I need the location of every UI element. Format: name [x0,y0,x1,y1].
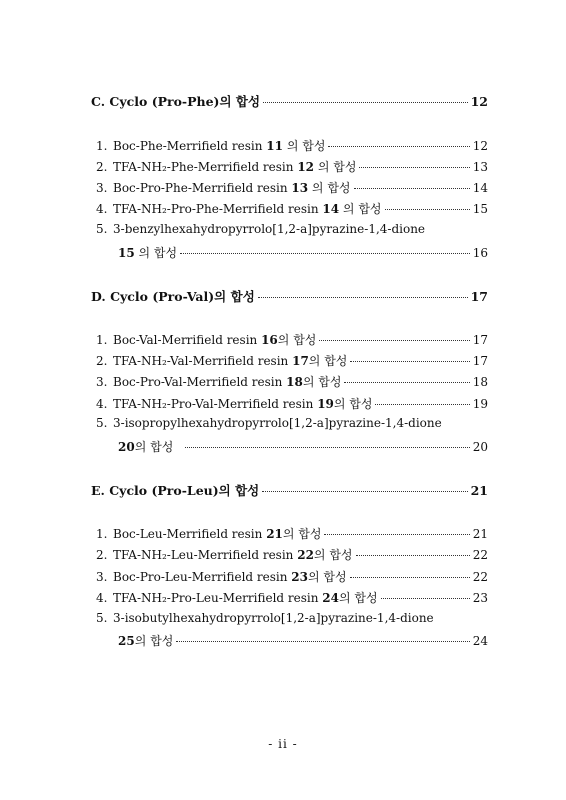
entry-title: TFA-NH₂-Pro-Phe-Merrifield resin 14 의 합성 [113,202,382,216]
toc-entry[interactable] [96,158,488,175]
page-number: 22 [472,570,488,584]
page-number: 15 [472,202,488,216]
leader-dots [344,381,469,383]
compound-number: 19 [317,397,334,411]
entry-title: Boc-Phe-Merrifield resin 11 의 합성 [113,139,326,153]
entry-number: 1. [96,139,108,153]
page-number: 16 [472,246,488,260]
leader-dots [356,554,470,556]
entry-title-continued: 15 의 합성 [118,246,178,260]
compound-number: 18 [286,375,303,389]
entry-title: TFA-NH₂-Pro-Leu-Merrifield resin 24의 합성 [113,591,378,605]
entry-number: 5. [96,611,108,625]
compound-number: 24 [322,591,339,605]
compound-number: 25 [118,634,135,648]
toc-entry-line2[interactable] [118,632,488,649]
toc-entry[interactable] [96,200,488,217]
page-number: 17 [472,354,488,368]
toc-entry[interactable] [96,331,488,348]
entry-number: 4. [96,397,108,411]
page-number: 18 [472,375,488,389]
entry-title: TFA-NH₂-Val-Merrifield resin 17의 합성 [113,354,348,368]
leader-dots [258,296,468,298]
entry-title: TFA-NH₂-Phe-Merrifield resin 12 의 합성 [113,160,357,174]
toc-entry[interactable] [96,589,488,606]
leader-dots [185,446,469,448]
toc-entry[interactable] [96,568,488,585]
compound-number: 22 [297,548,314,562]
compound-number: 14 [322,202,340,216]
leader-dots [385,208,470,210]
leader-dots [319,339,469,341]
toc-entry[interactable] [96,395,488,412]
toc-entry-line2[interactable] [118,438,488,455]
leader-dots [375,403,469,405]
page-number: 21 [472,527,488,541]
entry-number: 5. [96,222,108,236]
toc-entry[interactable] [96,352,488,369]
page-number: 20 [472,440,488,454]
entry-title-continued: 25의 합성 [118,634,174,648]
page-number: 19 [472,397,488,411]
compound-number: 17 [292,354,309,368]
compound-number: 16 [261,333,278,347]
compound-number: 23 [291,570,308,584]
toc-entry[interactable] [96,179,488,196]
entry-title-continued: 20의 합성 [118,440,174,454]
page-footer-number: - ii - [268,737,298,751]
compound-number: 21 [266,527,283,541]
entry-title: TFA-NH₂-Pro-Val-Merrifield resin 19의 합성 [113,397,373,411]
leader-dots [354,187,470,189]
toc-entry-line1[interactable] [96,222,488,236]
entry-title: Boc-Leu-Merrifield resin 21의 합성 [113,527,322,541]
entry-number: 1. [96,527,108,541]
leader-dots [176,640,469,642]
toc-entry[interactable] [96,546,488,563]
compound-number: 11 [266,139,283,153]
toc-entry-line2[interactable] [118,244,488,261]
page-number: 12 [470,94,488,109]
toc-section-heading[interactable] [91,287,488,305]
leader-dots [324,533,469,535]
toc-entry-line1[interactable] [96,611,488,625]
section-title: D. Cyclo (Pro-Val)의 합성 [91,289,255,304]
leader-dots [262,490,467,492]
toc-entry[interactable] [96,373,488,390]
entry-title: 3-isobutylhexahydropyrrolo[1,2-a]pyrazine-1,4-dione [113,611,434,625]
entry-number: 2. [96,548,108,562]
entry-number: 2. [96,160,108,174]
page-number: 17 [472,333,488,347]
leader-dots [180,252,470,254]
page-number: 21 [470,483,488,498]
entry-number: 4. [96,202,108,216]
page-number: 17 [470,289,488,304]
toc-entry[interactable] [96,137,488,154]
leader-dots [381,597,470,599]
toc-entry[interactable] [96,525,488,542]
page-number: 24 [472,634,488,648]
compound-number: 15 [118,246,135,260]
toc-section-heading[interactable] [91,481,488,499]
entry-title: TFA-NH₂-Leu-Merrifield resin 22의 합성 [113,548,353,562]
entry-title: 3-isopropylhexahydropyrrolo[1,2-a]pyrazine-1,4-dione [113,416,442,430]
toc-section-heading[interactable] [91,92,488,110]
entry-title: Boc-Pro-Val-Merrifield resin 18의 합성 [113,375,342,389]
entry-title: Boc-Val-Merrifield resin 16의 합성 [113,333,317,347]
entry-number: 3. [96,570,108,584]
page-number: 12 [472,139,488,153]
entry-title: Boc-Pro-Leu-Merrifield resin 23의 합성 [113,570,347,584]
page-number: 14 [472,181,488,195]
entry-number: 3. [96,181,108,195]
leader-dots [328,145,469,147]
entry-number: 4. [96,591,108,605]
section-title: E. Cyclo (Pro-Leu)의 합성 [91,483,260,498]
entry-title: 3-benzylhexahydropyrrolo[1,2-a]pyrazine-1,4-dione [113,222,426,236]
entry-number: 2. [96,354,108,368]
page-number: 22 [472,548,488,562]
entry-title: Boc-Pro-Phe-Merrifield resin 13 의 합성 [113,181,351,195]
entry-number: 1. [96,333,108,347]
page-number: 13 [472,160,488,174]
leader-dots [263,101,468,103]
leader-dots [350,360,469,362]
compound-number: 12 [297,160,315,174]
leader-dots [359,166,469,168]
toc-entry-line1[interactable] [96,416,488,430]
section-title: C. Cyclo (Pro-Phe)의 합성 [91,94,261,109]
page-number: 23 [472,591,488,605]
compound-number: 20 [118,440,135,454]
entry-number: 3. [96,375,108,389]
entry-number: 5. [96,416,108,430]
compound-number: 13 [291,181,309,195]
leader-dots [350,576,470,578]
